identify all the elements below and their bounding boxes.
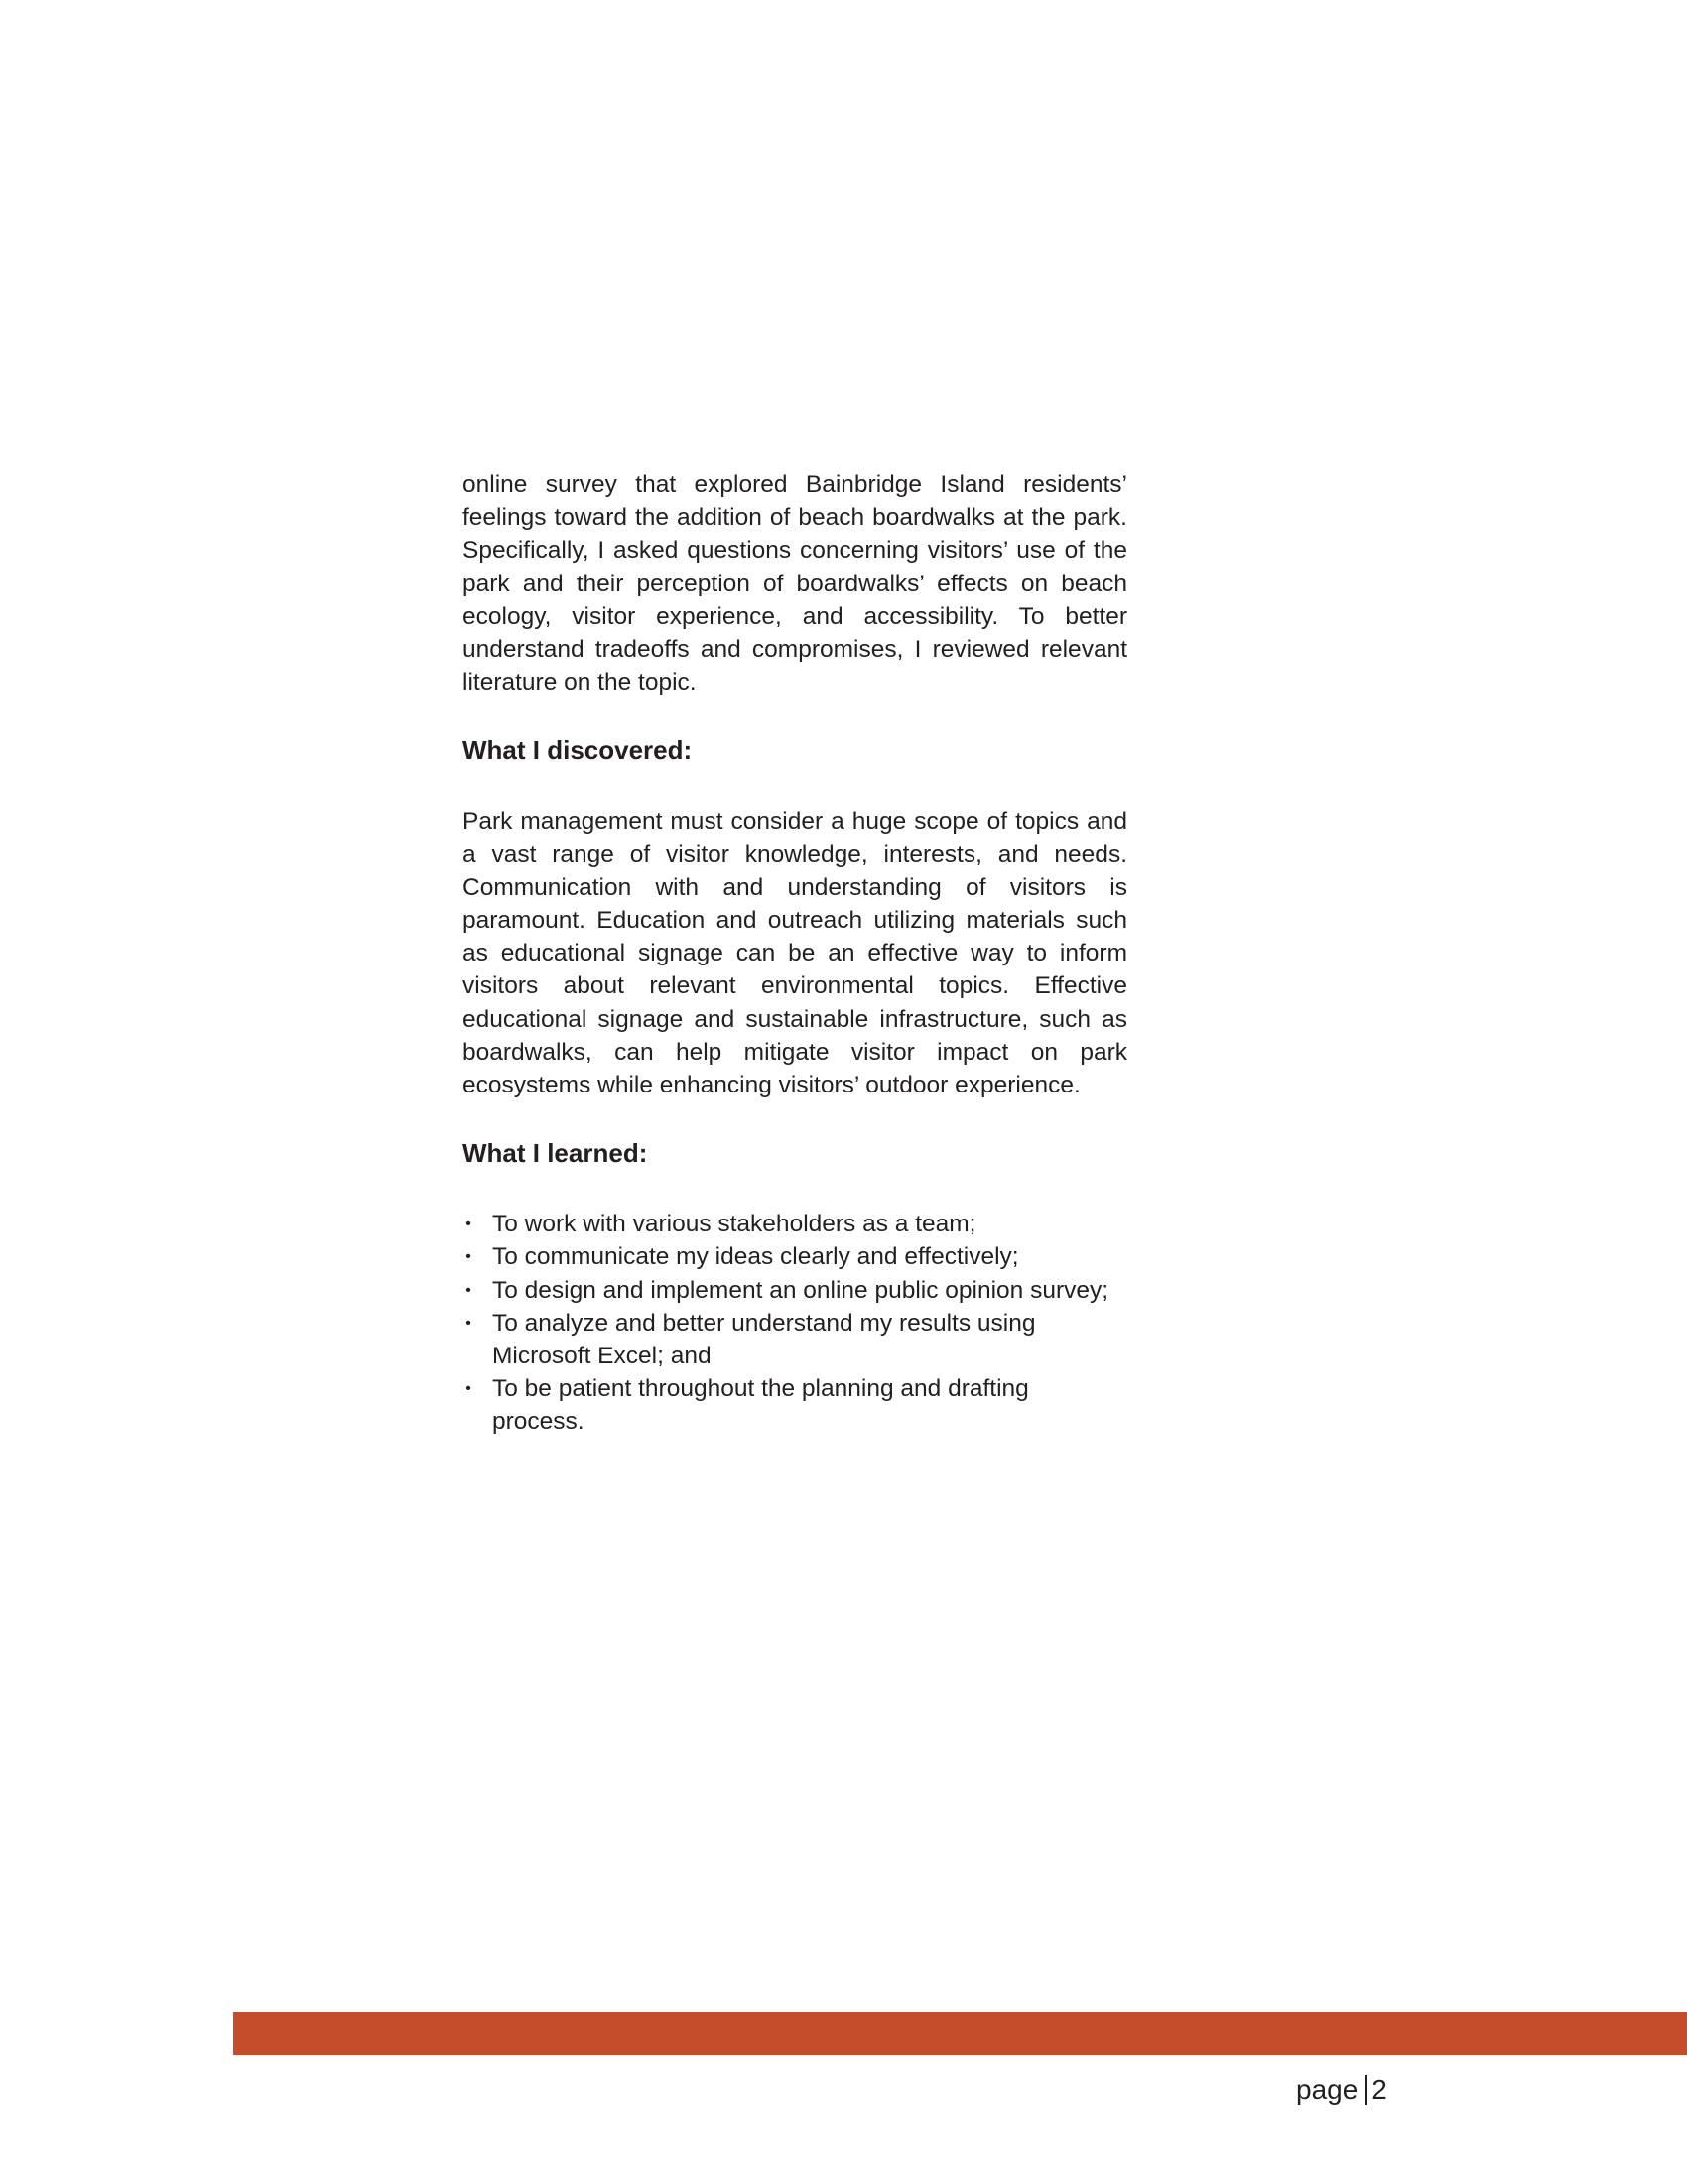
list-item-text: To work with various stakeholders as a team; — [492, 1211, 976, 1238]
footer-accent-bar — [233, 2012, 1687, 2055]
discovered-paragraph: Park management must consider a huge scope of topics and a vast range of visitor knowledge, interests, and needs. Communication with and understanding of visitors is paramount. Education and outreach utilizing materials such as educational signage can be an effective way to inform visitors about relevant environmental topics. Effective educational signage and sustainable infrastructure, such as boardwalks, can help mitigate visitor impact on park ecosystems while enhancing visitors’ outdoor experience. — [462, 808, 1127, 1099]
bullet-icon: • — [465, 1380, 471, 1398]
page-number-label: page — [1296, 2074, 1359, 2105]
bullet-icon: • — [465, 1216, 471, 1233]
list-item — [462, 1307, 1127, 1372]
bullet-icon: • — [465, 1248, 471, 1266]
learned-list — [462, 1208, 1127, 1438]
section-heading-learned: What I learned: — [462, 1138, 648, 1169]
section-heading-discovered: What I discovered: — [462, 735, 693, 766]
page-number-value: 2 — [1371, 2074, 1387, 2105]
list-item — [462, 1208, 1127, 1240]
bullet-icon: • — [465, 1314, 471, 1332]
list-item-text: To design and implement an online public opinion survey; — [492, 1276, 1109, 1304]
intro-paragraph: online survey that explored Bainbridge Island residents’ feelings toward the addition of beach boardwalks at the park. Specifically, I asked questions concerning visitors’ use of the park and their perception of boardwalks’ effects on beach ecology, visitor experience, and accessibility. To better understand tradeoffs and compromises, I reviewed relevant literature on the topic. — [462, 471, 1127, 697]
list-item-text: To communicate my ideas clearly and effectively; — [492, 1243, 1019, 1271]
list-item-text: To analyze and better understand my results using Microsoft Excel; and — [492, 1309, 1036, 1370]
page-number — [1296, 2072, 1387, 2108]
bullet-icon: • — [465, 1281, 471, 1299]
list-item — [462, 1274, 1127, 1307]
list-item-text: To be patient throughout the planning and drafting process. — [492, 1375, 1029, 1436]
page-number-separator — [1365, 2075, 1367, 2105]
list-item — [462, 1372, 1127, 1438]
list-item — [462, 1240, 1127, 1273]
main-content — [462, 468, 1127, 1439]
